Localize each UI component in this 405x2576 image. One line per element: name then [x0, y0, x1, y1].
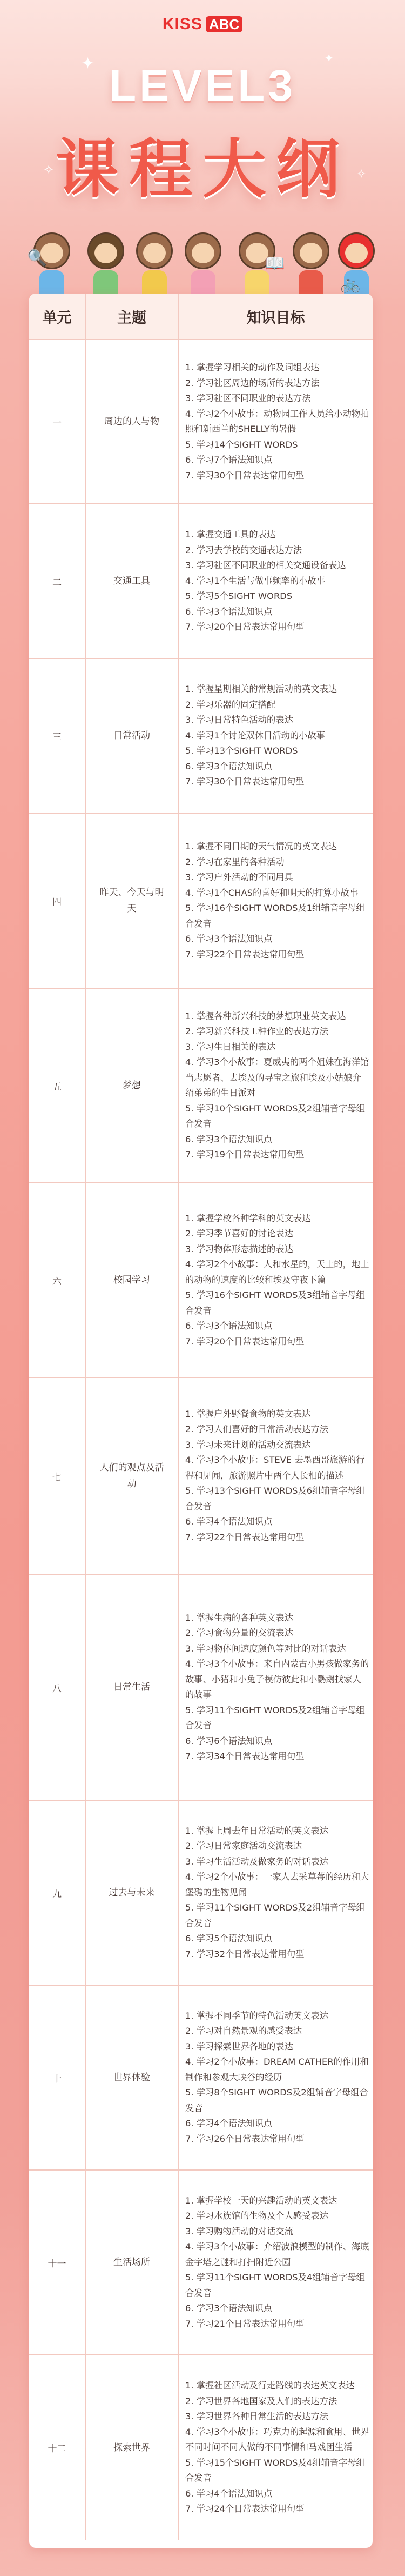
logo-kiss-text: KISS: [162, 15, 202, 33]
goal-item: 3. 学习生日相关的表达: [185, 1041, 276, 1052]
goal-item: 1. 掌握生病的各种英文表达: [185, 1612, 293, 1623]
goal-item: 6. 学习5个语法知识点: [185, 1933, 273, 1944]
table-header-row: [29, 294, 373, 340]
goal-item: 3. 学习探索世界各地的表达: [185, 2041, 293, 2052]
theme-cell: 过去与未来: [85, 1800, 178, 1985]
goal-item: 5. 学习11个SIGHT WORDS及2组辅音字母组合发音: [185, 1705, 365, 1730]
goal-item: 6. 学习3个语法知识点: [185, 606, 273, 617]
goal-item: 5. 学习13个SIGHT WORDS及6组辅音字母组合发音: [185, 1486, 365, 1512]
goal-item: 6. 学习6个语法知识点: [185, 1735, 273, 1746]
goal-item: 4. 学习3个小故事：介绍波浪模型的制作、海底金字塔之谜和打扫附近公园: [185, 2241, 369, 2267]
table-row: [29, 1574, 373, 1800]
theme-cell: 昨天、今天与明天: [85, 813, 178, 988]
goal-item: 2. 学习水族馆的生物及个人感受表达: [185, 2211, 328, 2221]
goal-item: 4. 学习3个小故事：来自内蒙古小男孩做家务的故事、小猪和小兔子模仿彼此和小鹦鹉找家人的故事: [185, 1659, 369, 1700]
page-title: 课程大纲: [55, 132, 349, 207]
goal-item: 2. 学习新兴科技工种作业的表达方法: [185, 1026, 328, 1036]
monkey-character-icon: [27, 232, 71, 297]
theme-cell: 人们的观点及活动: [85, 1377, 178, 1574]
goal-item: 2. 学习社区周边的场所的表达方法: [185, 377, 320, 388]
goal-item: 1. 掌握不同日期的天气情况的英文表达: [185, 841, 338, 851]
theme-cell: 探索世界: [85, 2355, 178, 2540]
goals-cell: [178, 504, 373, 658]
goal-item: 4. 学习3个小故事：STEVE 去墨西哥旅游的行程和见闻，旅游照片中两个人长相的描述: [185, 1455, 365, 1481]
goal-item: 7. 学习20个日常表达常用句型: [185, 622, 305, 633]
unit-cell: 五: [29, 988, 85, 1183]
unit-cell: 一: [29, 340, 85, 504]
goal-item: 4. 学习2个小故事：一家人去采草莓的经历和大堡礁的生物见闻: [185, 1872, 369, 1898]
goal-item: 4. 学习3个小故事：巧克力的起源和食用、世界不同时间不同人做的不同事情和马戏团生活: [185, 2426, 369, 2453]
unit-cell: 九: [29, 1800, 85, 1985]
goal-item: 1. 掌握学校各种学科的英文表达: [185, 1213, 311, 1223]
mascot-illustration: [27, 216, 373, 297]
goals-cell: [178, 988, 373, 1183]
level-heading: LEVEL3: [109, 61, 296, 110]
goal-item: 1. 掌握交通工具的表达: [185, 529, 276, 540]
goal-item: 6. 学习7个语法知识点: [185, 455, 273, 465]
table-row: [29, 658, 373, 813]
goal-item: 7. 学习22个日常表达常用句型: [185, 949, 305, 960]
goal-item: 5. 学习8个SIGHT WORDS及2组辅音字母组合发音: [185, 2087, 368, 2113]
goal-item: 4. 学习1个生活与做事频率的小故事: [185, 575, 326, 586]
goal-item: 2. 学习对自然景观的感受表达: [185, 2026, 302, 2036]
goal-item: 1. 掌握社区活动及行走路线的表达英文表达: [185, 2380, 355, 2391]
book-icon: 📖: [265, 254, 285, 273]
monkey-character-icon: [238, 232, 285, 297]
goal-item: 5. 学习13个SIGHT WORDS: [185, 745, 298, 756]
goal-item: 5. 学习10个SIGHT WORDS及2组辅音字母组合发音: [185, 1103, 365, 1129]
sparkle-icon: ✦: [324, 52, 334, 65]
magnifier-icon: 🔍: [27, 249, 48, 268]
monkey-character-icon: [292, 232, 330, 297]
unit-cell: 八: [29, 1574, 85, 1800]
table-row: [29, 2355, 373, 2540]
goal-item: 5. 学习14个SIGHT WORDS: [185, 439, 298, 450]
goal-item: 5. 学习16个SIGHT WORDS及3组辅音字母组合发音: [185, 1290, 365, 1316]
goal-item: 1. 掌握户外野餐食物的英文表达: [185, 1408, 311, 1419]
logo-abc-badge: ABC: [206, 16, 242, 32]
goal-item: 2. 学习在家里的各种活动: [185, 856, 285, 867]
goal-item: 5. 学习11个SIGHT WORDS及4组辅音字母组合发音: [185, 2272, 365, 2298]
goal-item: 3. 学习社区不同职业的表达方法: [185, 393, 311, 403]
sparkle-icon: ✧: [43, 162, 55, 177]
theme-cell: 校园学习: [85, 1183, 178, 1377]
unit-cell: 十二: [48, 2444, 66, 2454]
theme-cell: 交通工具: [85, 504, 178, 658]
table-row: [29, 813, 373, 988]
goal-item: 4. 学习2个小故事：DREAM CATHER的作用和制作和参观大峡谷的经历: [185, 2056, 369, 2082]
goal-item: 1. 掌握不同季节的特色活动英文表达: [185, 2010, 328, 2021]
theme-cell: 梦想: [85, 988, 178, 1183]
theme-cell: 周边的人与物: [85, 340, 178, 504]
goal-item: 6. 学习3个语法知识点: [185, 2303, 273, 2314]
goal-item: 6. 学习4个语法知识点: [185, 2118, 273, 2129]
goal-item: 4. 学习2个小故事：人和水星的，天上的，地上的动物的速度的比较和埃及守夜下篇: [185, 1259, 369, 1285]
curriculum-table: [29, 294, 373, 2548]
goal-item: 7. 学习26个日常表达常用句型: [185, 2133, 305, 2144]
goal-item: 6. 学习3个语法知识点: [185, 761, 273, 771]
goal-item: 2. 学习去学校的交通表达方法: [185, 544, 302, 555]
theme-cell: 世界体验: [85, 1985, 178, 2170]
goals-cell: [178, 340, 373, 504]
sparkle-icon: ✧: [356, 168, 367, 181]
cyclist-character-icon: [335, 232, 378, 297]
boy-character-icon: [86, 232, 125, 297]
goal-item: 4. 学习3个小故事：夏威夷的两个姐妹在海洋馆当志愿者、去埃及的寻宝之旅和埃及小姑娘介绍弟弟的生日派对: [185, 1057, 369, 1098]
table-row: [29, 1800, 373, 1985]
sparkle-icon: ✦: [81, 54, 95, 73]
goal-item: 7. 学习32个日常表达常用句型: [185, 1948, 305, 1959]
goals-cell: [178, 1183, 373, 1377]
goals-cell: [178, 1985, 373, 2170]
goal-item: 2. 学习人们喜好的日常活动表达方法: [185, 1424, 328, 1435]
goal-item: 6. 学习3个语法知识点: [185, 1321, 273, 1332]
header-goals: 知识目标: [178, 294, 373, 340]
goals-cell: [178, 813, 373, 988]
unit-cell: 二: [29, 504, 85, 658]
goal-item: 3. 学习购物活动的对话交流: [185, 2226, 293, 2236]
goal-item: 1. 掌握星期相关的常规活动的英文表达: [185, 684, 338, 695]
goal-item: 2. 学习乐器的固定搭配: [185, 699, 276, 710]
goal-item: 7. 学习20个日常表达常用句型: [185, 1336, 305, 1347]
goal-item: 3. 学习社区不同职业的相关交通设备表达: [185, 560, 346, 571]
goal-item: 3. 学习日常特色活动的表达: [185, 715, 293, 725]
unit-cell: 七: [29, 1377, 85, 1574]
goal-item: 1. 掌握学校一天的兴趣活动的英文表达: [185, 2195, 338, 2206]
unit-cell: 六: [29, 1183, 85, 1377]
goal-item: 4. 学习2个小故事：动物园工作人员给小动物拍照和新西兰的SHELLY的暑假: [185, 408, 369, 434]
goal-item: 3. 学习物体形态描述的表达: [185, 1243, 293, 1254]
table-row: [29, 1183, 373, 1377]
goal-item: 7. 学习21个日常表达常用句型: [185, 2318, 305, 2329]
goal-item: 3. 学习未来计划的活动交流表达: [185, 1439, 311, 1450]
goal-item: 5. 学习11个SIGHT WORDS及2组辅音字母组合发音: [185, 1902, 365, 1928]
goals-cell: [178, 658, 373, 813]
goal-item: 3. 学习世界各种日常生活的表达方法: [185, 2411, 328, 2422]
goal-item: 7. 学习34个日常表达常用句型: [185, 1751, 305, 1761]
goals-cell: [178, 1574, 373, 1800]
brand-logo: [0, 15, 405, 34]
bicycle-icon: 🚲: [340, 275, 361, 294]
goals-cell: [178, 2355, 373, 2540]
goal-item: 3. 学习物体间速度颜色等对比的对话表达: [185, 1643, 346, 1654]
goal-item: 7. 学习19个日常表达常用句型: [185, 1149, 305, 1160]
table-row: [29, 2170, 373, 2355]
goal-item: 6. 学习3个语法知识点: [185, 1134, 273, 1144]
goal-item: 4. 学习1个讨论双休日活动的小故事: [185, 730, 326, 741]
goals-cell: [178, 1377, 373, 1574]
goal-item: 7. 学习22个日常表达常用句型: [185, 1532, 305, 1542]
goal-item: 2. 学习季节喜好的讨论表达: [185, 1228, 293, 1239]
header-theme: 主题: [85, 294, 178, 340]
theme-cell: 日常生活: [85, 1574, 178, 1800]
goal-item: 5. 学习15个SIGHT WORDS及4组辅音字母组合发音: [185, 2457, 365, 2484]
table-row: [29, 1985, 373, 2170]
goal-item: 7. 学习24个日常表达常用句型: [185, 2504, 305, 2514]
unit-cell: 十一: [29, 2170, 85, 2355]
goal-item: 7. 学习30个日常表达常用句型: [185, 776, 305, 787]
table-row: [29, 988, 373, 1183]
unit-cell: 三: [29, 658, 85, 813]
goal-item: 1. 掌握学习相关的动作及词组表达: [185, 362, 320, 372]
monkey-character-icon: [184, 232, 222, 297]
theme-cell: 日常活动: [85, 658, 178, 813]
unit-cell: 四: [29, 813, 85, 988]
goal-item: 3. 学习户外活动的不同用具: [185, 872, 293, 882]
unit-cell: 十: [29, 1985, 85, 2170]
goals-cell: [178, 2170, 373, 2355]
goal-item: 4. 学习1个CHAS的喜好和明天的打算小故事: [185, 887, 359, 898]
goal-item: 1. 掌握各种新兴科技的梦想职业英文表达: [185, 1010, 346, 1021]
table-row: [29, 340, 373, 504]
goal-item: 6. 学习4个语法知识点: [185, 2488, 273, 2499]
goals-cell: [178, 1800, 373, 1985]
goal-item: 2. 学习世界各地国家及人们的表达方法: [185, 2395, 338, 2406]
goal-item: 5. 学习16个SIGHT WORDS及1组辅音字母组合发音: [185, 903, 365, 929]
goal-item: 5. 学习5个SIGHT WORDS: [185, 591, 293, 602]
goal-item: 1. 掌握上周去年日常活动的英文表达: [185, 1825, 328, 1836]
goal-item: 2. 学习日常家庭活动交流表达: [185, 1841, 302, 1852]
goal-item: 3. 学习生活活动及做家务的对话表达: [185, 1856, 328, 1867]
monkey-character-icon: [135, 232, 174, 297]
goal-item: 7. 学习30个日常表达常用句型: [185, 470, 305, 481]
header-unit: 单元: [29, 294, 85, 340]
goal-item: 6. 学习3个语法知识点: [185, 934, 273, 944]
table-row: [29, 1377, 373, 1574]
goal-item: 6. 学习4个语法知识点: [185, 1516, 273, 1527]
theme-cell: 生活场所: [85, 2170, 178, 2355]
goal-item: 2. 学习食物分量的交流表达: [185, 1628, 293, 1638]
table-row: [29, 504, 373, 658]
